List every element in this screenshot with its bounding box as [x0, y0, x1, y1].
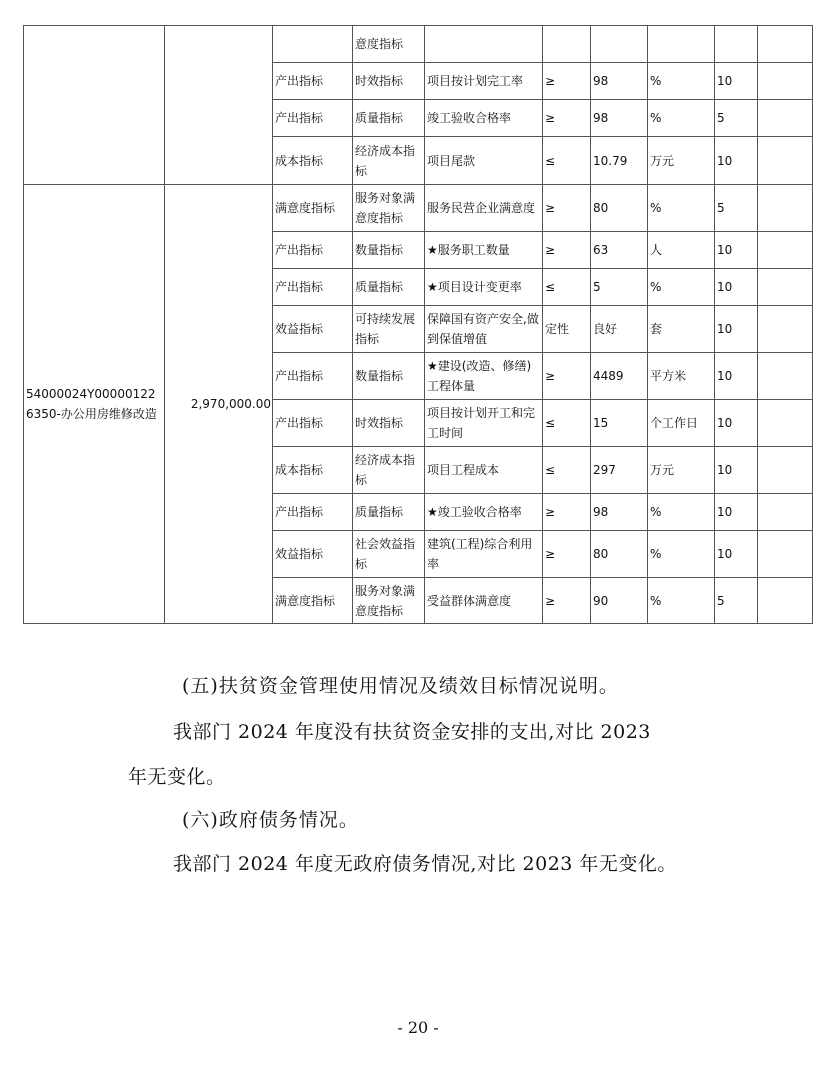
indicator-cell: 服务民营企业满意度: [425, 185, 543, 232]
empty-cell: [758, 531, 813, 578]
subcategory-cell: 数量指标: [353, 353, 425, 400]
project-cell-empty: [24, 26, 165, 185]
empty-cell: [758, 269, 813, 306]
value-cell: 80: [591, 185, 648, 232]
subcategory-cell: 经济成本指标: [353, 137, 425, 185]
page-number: - 20 -: [397, 1018, 439, 1037]
category-cell: 产出指标: [273, 100, 353, 137]
weight-cell: 5: [715, 100, 758, 137]
project-name-cell: 54000024Y000001226350-办公用房维修改造: [24, 185, 165, 624]
value-cell: 63: [591, 232, 648, 269]
category-cell: 产出指标: [273, 494, 353, 531]
subcategory-cell: 可持续发展指标: [353, 306, 425, 353]
section-6-heading: (六)政府债务情况。: [182, 809, 359, 831]
operator-cell: ≤: [543, 269, 591, 306]
empty-cell: [758, 578, 813, 624]
unit-cell: %: [648, 494, 715, 531]
indicator-cell: 保障国有资产安全,做到保值增值: [425, 306, 543, 353]
unit-cell: 个工作日: [648, 400, 715, 447]
category-cell: 成本指标: [273, 447, 353, 494]
subcategory-cell: 时效指标: [353, 400, 425, 447]
category-cell: 满意度指标: [273, 185, 353, 232]
empty-cell: [758, 400, 813, 447]
indicator-cell: 项目按计划开工和完工时间: [425, 400, 543, 447]
operator-cell: ≥: [543, 185, 591, 232]
value-cell: [591, 26, 648, 63]
table-row: [24, 26, 813, 63]
empty-cell: [758, 63, 813, 100]
weight-cell: 10: [715, 269, 758, 306]
subcategory-cell: 社会效益指标: [353, 531, 425, 578]
value-cell: 98: [591, 100, 648, 137]
unit-cell: 万元: [648, 137, 715, 185]
operator-cell: ≥: [543, 578, 591, 624]
indicator-cell: 受益群体满意度: [425, 578, 543, 624]
indicator-cell: 项目尾款: [425, 137, 543, 185]
indicator-cell: ★建设(改造、修缮)工程体量: [425, 353, 543, 400]
subcategory-cell: 经济成本指标: [353, 447, 425, 494]
performance-table: [23, 25, 813, 624]
subcategory-cell: 意度指标: [353, 26, 425, 63]
category-cell: 效益指标: [273, 306, 353, 353]
unit-cell: [648, 26, 715, 63]
weight-cell: 10: [715, 447, 758, 494]
value-cell: 98: [591, 494, 648, 531]
indicator-cell: [425, 26, 543, 63]
operator-cell: ≥: [543, 494, 591, 531]
category-cell: 满意度指标: [273, 578, 353, 624]
unit-cell: %: [648, 185, 715, 232]
section-6-paragraph: 我部门 2024 年度无政府债务情况,对比 2023 年无变化。: [173, 853, 677, 875]
empty-cell: [758, 137, 813, 185]
category-cell: 产出指标: [273, 232, 353, 269]
indicator-cell: 项目工程成本: [425, 447, 543, 494]
indicator-cell: ★竣工验收合格率: [425, 494, 543, 531]
indicator-cell: ★项目设计变更率: [425, 269, 543, 306]
category-cell: 产出指标: [273, 353, 353, 400]
unit-cell: %: [648, 578, 715, 624]
empty-cell: [758, 100, 813, 137]
subcategory-cell: 时效指标: [353, 63, 425, 100]
operator-cell: ≥: [543, 100, 591, 137]
value-cell: 90: [591, 578, 648, 624]
unit-cell: %: [648, 531, 715, 578]
value-cell: 297: [591, 447, 648, 494]
indicator-cell: ★服务职工数量: [425, 232, 543, 269]
operator-cell: ≥: [543, 63, 591, 100]
empty-cell: [758, 353, 813, 400]
operator-cell: [543, 26, 591, 63]
unit-cell: 套: [648, 306, 715, 353]
empty-cell: [758, 232, 813, 269]
operator-cell: ≥: [543, 353, 591, 400]
empty-cell: [758, 447, 813, 494]
empty-cell: [758, 26, 813, 63]
value-cell: 良好: [591, 306, 648, 353]
weight-cell: 10: [715, 232, 758, 269]
unit-cell: 万元: [648, 447, 715, 494]
category-cell: 产出指标: [273, 63, 353, 100]
indicator-cell: 建筑(工程)综合利用率: [425, 531, 543, 578]
operator-cell: ≤: [543, 400, 591, 447]
weight-cell: 10: [715, 494, 758, 531]
weight-cell: 10: [715, 353, 758, 400]
value-cell: 4489: [591, 353, 648, 400]
operator-cell: ≥: [543, 531, 591, 578]
weight-cell: 10: [715, 400, 758, 447]
unit-cell: 平方米: [648, 353, 715, 400]
weight-cell: 10: [715, 63, 758, 100]
category-cell: [273, 26, 353, 63]
empty-cell: [758, 185, 813, 232]
weight-cell: 5: [715, 185, 758, 232]
value-cell: 5: [591, 269, 648, 306]
value-cell: 10.79: [591, 137, 648, 185]
empty-cell: [758, 494, 813, 531]
subcategory-cell: 质量指标: [353, 494, 425, 531]
amount-cell-empty: [165, 26, 273, 185]
subcategory-cell: 质量指标: [353, 269, 425, 306]
indicator-cell: 项目按计划完工率: [425, 63, 543, 100]
weight-cell: [715, 26, 758, 63]
value-cell: 98: [591, 63, 648, 100]
subcategory-cell: 服务对象满意度指标: [353, 185, 425, 232]
section-5-heading: (五)扶贫资金管理使用情况及绩效目标情况说明。: [182, 675, 619, 697]
weight-cell: 10: [715, 137, 758, 185]
table-row: [24, 185, 813, 232]
unit-cell: %: [648, 63, 715, 100]
weight-cell: 10: [715, 306, 758, 353]
operator-cell: ≤: [543, 137, 591, 185]
subcategory-cell: 数量指标: [353, 232, 425, 269]
table-body: [24, 26, 813, 624]
category-cell: 成本指标: [273, 137, 353, 185]
category-cell: 产出指标: [273, 269, 353, 306]
operator-cell: 定性: [543, 306, 591, 353]
empty-cell: [758, 306, 813, 353]
unit-cell: %: [648, 100, 715, 137]
unit-cell: 人: [648, 232, 715, 269]
operator-cell: ≤: [543, 447, 591, 494]
unit-cell: %: [648, 269, 715, 306]
subcategory-cell: 服务对象满意度指标: [353, 578, 425, 624]
operator-cell: ≥: [543, 232, 591, 269]
category-cell: 效益指标: [273, 531, 353, 578]
indicator-cell: 竣工验收合格率: [425, 100, 543, 137]
value-cell: 15: [591, 400, 648, 447]
weight-cell: 10: [715, 531, 758, 578]
subcategory-cell: 质量指标: [353, 100, 425, 137]
section-5-paragraph-line2: 年无变化。: [128, 766, 226, 788]
category-cell: 产出指标: [273, 400, 353, 447]
weight-cell: 5: [715, 578, 758, 624]
value-cell: 80: [591, 531, 648, 578]
section-5-paragraph-line1: 我部门 2024 年度没有扶贫资金安排的支出,对比 2023: [173, 721, 651, 743]
project-amount-cell: 2,970,000.00: [165, 185, 273, 624]
